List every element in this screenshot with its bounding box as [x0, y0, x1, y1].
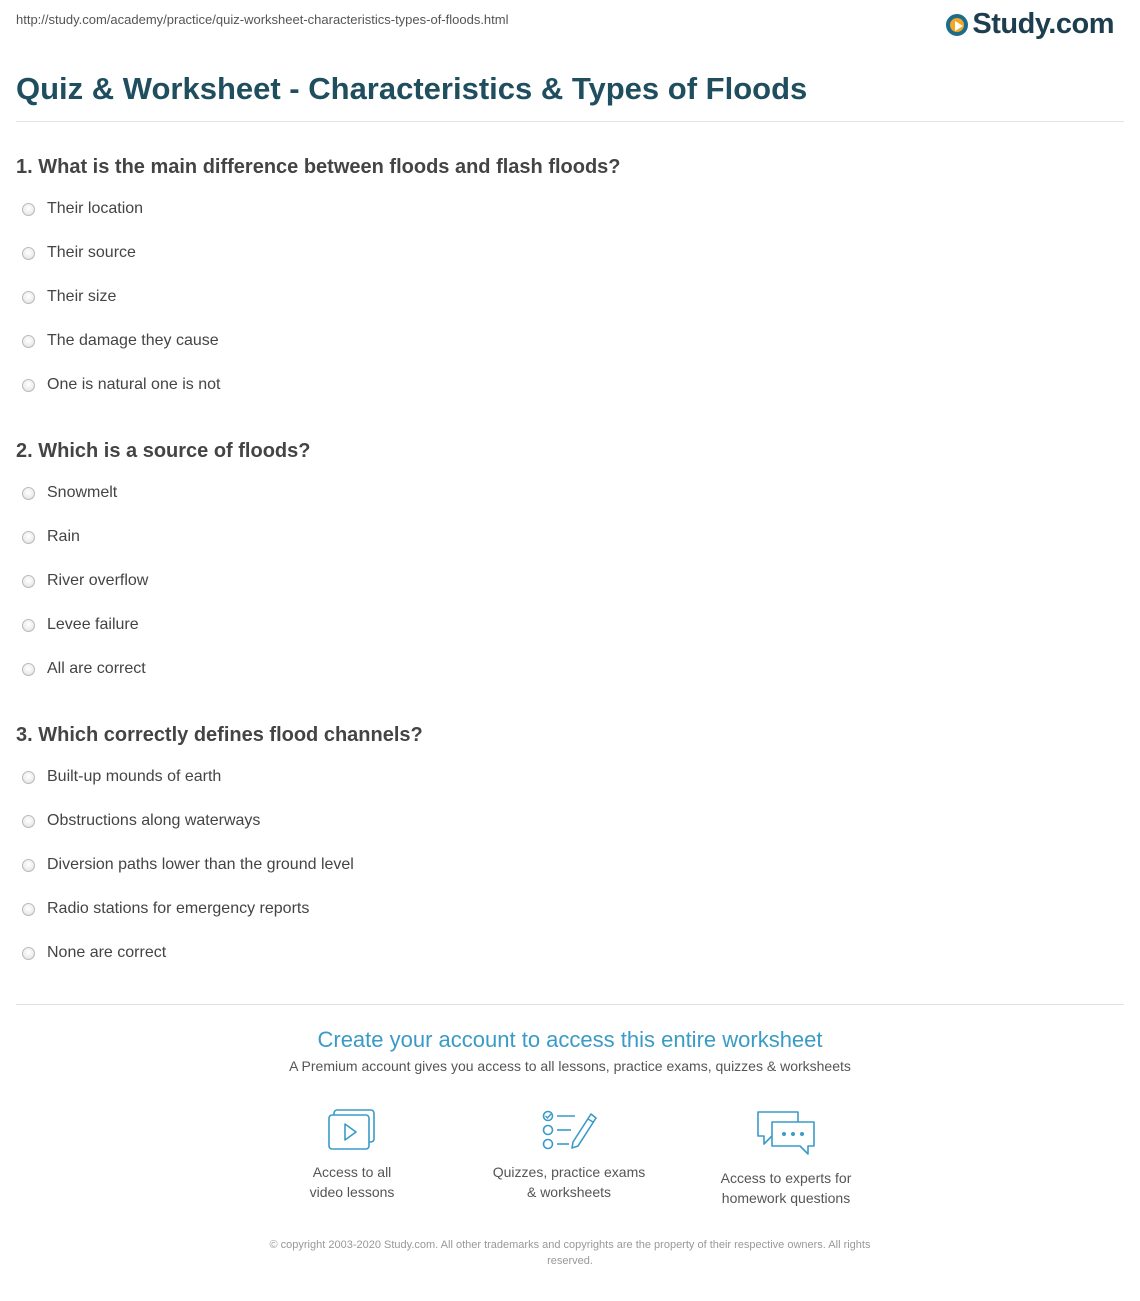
video-lessons-icon — [326, 1108, 378, 1152]
copyright-line-2: reserved. — [547, 1255, 593, 1267]
study-logo[interactable] — [946, 8, 1114, 41]
radio-button[interactable] — [22, 531, 35, 544]
feature-experts — [686, 1108, 886, 1208]
page-url[interactable]: http://study.com/academy/practice/quiz-worksheet-characteristics-types-of-floods.html — [16, 12, 509, 27]
copyright-line-1: © copyright 2003-2020 Study.com. All other trademarks and copyrights are the property of their respective owners. All rights — [269, 1239, 871, 1251]
option-label: Diversion paths lower than the ground level — [47, 856, 354, 873]
q3-option-1[interactable] — [22, 768, 221, 786]
q3-option-3[interactable] — [22, 856, 354, 874]
premium-description: A Premium account gives you access to all lessons, practice exams, quizzes & worksheets — [289, 1058, 851, 1074]
option-label: Obstructions along waterways — [47, 812, 261, 829]
radio-button[interactable] — [22, 903, 35, 916]
q1-option-1[interactable] — [22, 200, 143, 218]
play-logo-icon — [946, 14, 968, 36]
q1-option-4[interactable] — [22, 332, 219, 350]
option-label: Radio stations for emergency reports — [47, 900, 310, 917]
feature-line-2: homework questions — [721, 1190, 851, 1206]
option-label: All are correct — [47, 660, 146, 677]
q2-option-4[interactable] — [22, 616, 139, 634]
q3-option-5[interactable] — [22, 944, 166, 962]
option-label: Their source — [47, 244, 136, 261]
logo-text: Study.com — [972, 8, 1114, 40]
chat-bubbles-icon — [754, 1108, 818, 1158]
create-account-link[interactable]: Create your account to access this entire worksheet — [317, 1027, 823, 1052]
radio-button[interactable] — [22, 203, 35, 216]
q2-option-5[interactable] — [22, 660, 146, 678]
q3-option-2[interactable] — [22, 812, 260, 830]
feature-quizzes — [469, 1108, 669, 1202]
question-1: 1. What is the main difference between floods and flash floods? — [16, 156, 621, 178]
radio-button[interactable] — [22, 619, 35, 632]
feature-line-2: video lessons — [309, 1184, 395, 1200]
radio-button[interactable] — [22, 575, 35, 588]
q3-option-4[interactable] — [22, 900, 309, 918]
option-label: None are correct — [47, 944, 167, 961]
option-label: Snowmelt — [47, 484, 118, 501]
question-2: 2. Which is a source of floods? — [16, 440, 311, 462]
radio-button[interactable] — [22, 947, 35, 960]
feature-line-1: Access to experts for — [720, 1170, 852, 1186]
q2-option-2[interactable] — [22, 528, 80, 546]
q1-option-5[interactable] — [22, 376, 220, 394]
radio-button[interactable] — [22, 247, 35, 260]
radio-button[interactable] — [22, 335, 35, 348]
radio-button[interactable] — [22, 663, 35, 676]
feature-video-lessons — [252, 1108, 452, 1202]
copyright-notice — [210, 1237, 930, 1269]
option-label: One is natural one is not — [47, 376, 221, 393]
question-3: 3. Which correctly defines flood channels? — [16, 724, 423, 746]
feature-line-2: & worksheets — [526, 1184, 612, 1200]
questions-divider — [16, 1004, 1124, 1005]
option-label: Built-up mounds of earth — [47, 768, 222, 785]
option-label: Levee failure — [47, 616, 139, 633]
radio-button[interactable] — [22, 379, 35, 392]
radio-button[interactable] — [22, 771, 35, 784]
title-divider — [16, 121, 1124, 122]
quiz-checklist-icon — [541, 1108, 597, 1152]
q2-option-1[interactable] — [22, 484, 117, 502]
feature-line-1: Quizzes, practice exams — [492, 1164, 646, 1180]
top-bar — [0, 0, 1140, 52]
option-label: River overflow — [47, 572, 149, 589]
option-label: Their location — [47, 200, 144, 217]
q1-option-3[interactable] — [22, 288, 116, 306]
option-label: Rain — [47, 528, 80, 545]
radio-button[interactable] — [22, 815, 35, 828]
q1-option-2[interactable] — [22, 244, 136, 262]
radio-button[interactable] — [22, 859, 35, 872]
radio-button[interactable] — [22, 487, 35, 500]
page-title: Quiz & Worksheet - Characteristics & Types of Floods — [16, 71, 808, 106]
radio-button[interactable] — [22, 291, 35, 304]
feature-line-1: Access to all — [312, 1164, 392, 1180]
option-label: The damage they cause — [47, 332, 219, 349]
option-label: Their size — [47, 288, 117, 305]
q2-option-3[interactable] — [22, 572, 148, 590]
